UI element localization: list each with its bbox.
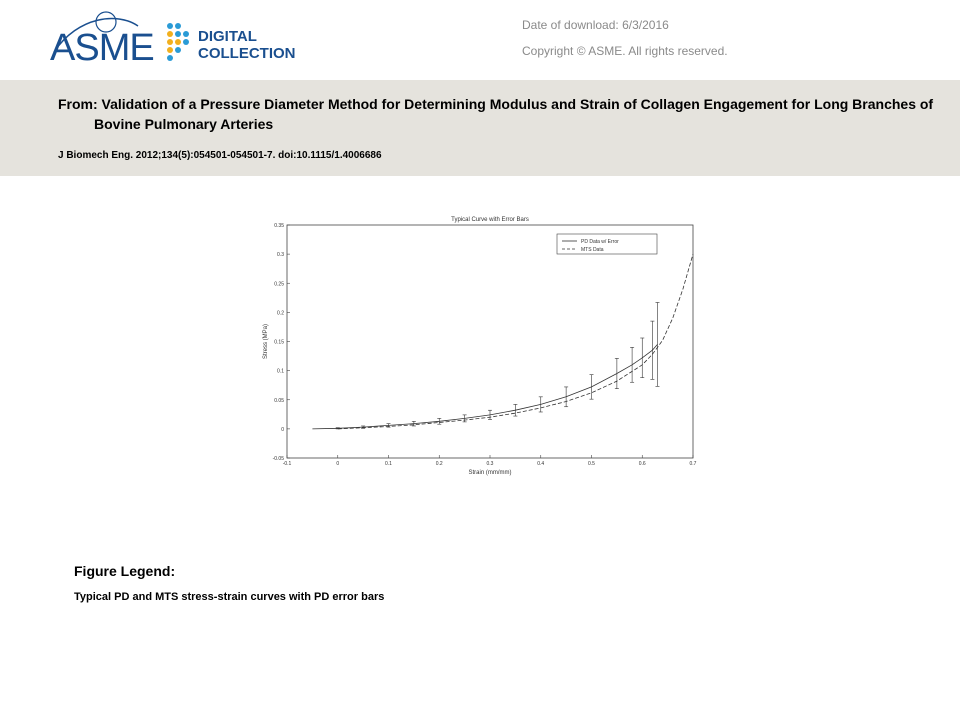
download-info	[522, 18, 728, 70]
y-tick-label: 0.25	[274, 281, 284, 288]
logo-dots-icon	[167, 23, 189, 61]
article-citation: J Biomech Eng. 2012;134(5):054501-054501-7. doi:10.1115/1.4006686	[58, 150, 382, 161]
logo-collection-text: COLLECTION	[198, 45, 296, 62]
legend-entry-1: PD Data w/ Error	[581, 239, 619, 245]
download-date: 6/3/2016	[622, 18, 669, 32]
stress-strain-chart	[255, 207, 710, 480]
y-tick-label: 0.35	[274, 223, 284, 229]
y-tick-label: 0.2	[277, 310, 284, 317]
x-axis-label: Strain (mm/mm)	[468, 470, 512, 476]
x-tick-label: 0.2	[435, 461, 443, 467]
y-axis-label: Stress (MPa)	[263, 323, 269, 360]
plot-frame	[287, 225, 693, 458]
article-title: From: Validation of a Pressure Diameter Method for Determining Modulus and Strain of Collagen Engagement for Long Branches of Bovine Pulmonary Arteries	[58, 96, 934, 132]
article-header-band	[0, 80, 960, 176]
x-tick-label: 0.1	[385, 461, 392, 467]
asme-digital-collection-logo[interactable]	[48, 8, 328, 72]
x-tick-label: 0	[336, 461, 340, 467]
x-tick-label: 0.4	[537, 461, 545, 467]
y-tick-label: 0.15	[274, 339, 284, 346]
figure-legend-text: Typical PD and MTS stress-strain curves with PD error bars	[74, 591, 385, 603]
x-tick-label: 0.5	[588, 461, 595, 467]
chart-title: Typical Curve with Error Bars	[451, 217, 529, 223]
download-date-line	[522, 18, 728, 32]
x-tick-label: 0.3	[486, 461, 494, 467]
logo-digital-text: DIGITAL	[198, 28, 257, 45]
legend-entry-2: MTS Data	[581, 247, 604, 253]
x-tick-label: -0.1	[282, 461, 292, 467]
figure-legend-heading: Figure Legend:	[74, 563, 176, 579]
copyright-notice: Copyright © ASME. All rights reserved.	[522, 44, 728, 58]
logo-asme-text: ASME	[50, 27, 154, 69]
x-tick-label: 0.6	[638, 461, 646, 467]
x-tick-label: 0.7	[689, 461, 697, 467]
y-tick-label: 0.05	[274, 397, 284, 404]
y-tick-label: -0.05	[272, 456, 284, 462]
y-tick-label: 0.1	[277, 368, 284, 375]
y-tick-label: 0.3	[277, 252, 284, 259]
y-tick-label: 0	[281, 426, 284, 433]
download-label: Date of download:	[522, 18, 619, 32]
